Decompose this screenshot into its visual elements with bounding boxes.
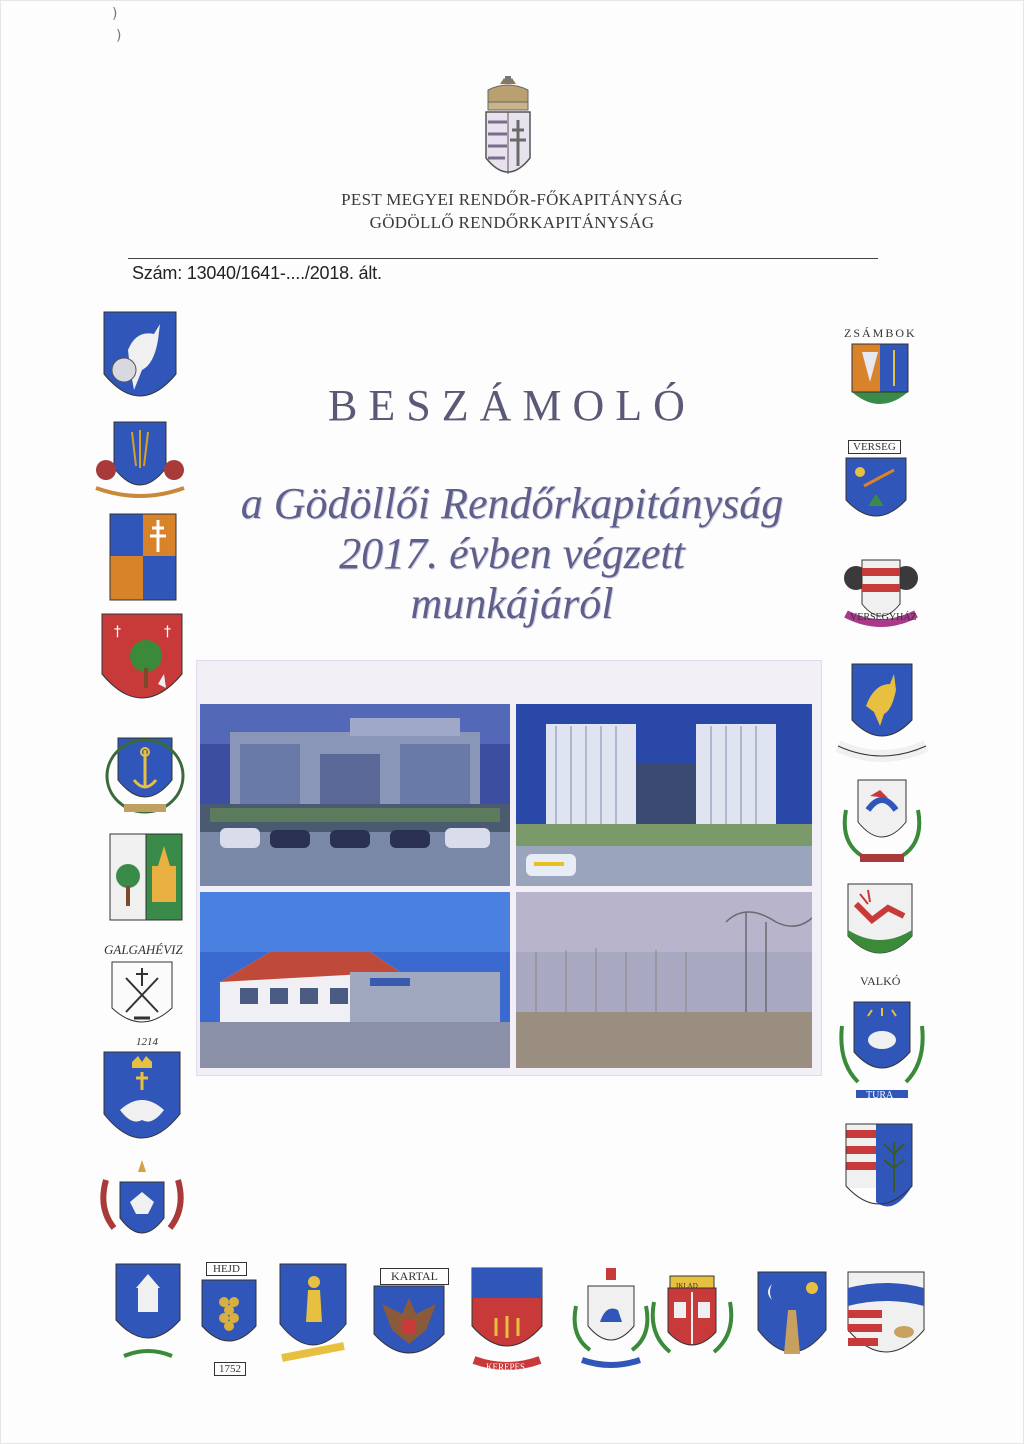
stripes-lamb-crest-icon <box>846 1270 926 1370</box>
horse-crest-icon <box>834 660 930 768</box>
org-line-county: PEST MEGYEI RENDŐR-FŐKAPITÁNYSÁG <box>341 190 683 209</box>
svg-text:†: † <box>164 624 171 640</box>
scan-mark: ) <box>116 28 122 44</box>
church-tree-crest-icon <box>108 832 184 922</box>
wheat-grapes-crest-icon <box>94 418 186 504</box>
deer-crest-icon <box>840 880 920 974</box>
org-line-local: GÖDÖLLŐ RENDŐRKAPITÁNYSÁG <box>369 213 655 232</box>
galgaheviz-crest-icon <box>104 958 180 1036</box>
tree-rabbit-crest-icon <box>100 612 184 716</box>
photo-border-fence <box>516 892 812 1068</box>
unicorn-crest-icon <box>102 310 178 412</box>
eagle-crest-icon <box>96 1158 188 1254</box>
chapel-crest-icon <box>114 1262 182 1362</box>
hungary-coat-of-arms-icon <box>478 76 538 188</box>
moon-sun-crest-icon <box>756 1270 828 1374</box>
crest-label-kerepes: KEREPES <box>486 1362 526 1372</box>
svg-text:†: † <box>114 624 121 640</box>
anchor-crest-icon <box>104 732 186 816</box>
verseg-crest-icon <box>844 456 908 528</box>
subtitle-line-1: a Gödöllői Rendőrkapitányság <box>240 479 784 528</box>
crest-label-verseg: VERSEG <box>848 440 901 454</box>
crest-label-zsambok: ZSÁMBOK <box>844 326 917 340</box>
header-divider <box>128 258 878 259</box>
lamb-crest-icon <box>838 998 926 1102</box>
crest-label-tura: TURA <box>866 1090 894 1101</box>
photo-police-building-modern <box>516 704 812 886</box>
quartered-crest-icon <box>108 512 178 604</box>
scan-mark: ) <box>112 6 118 22</box>
tree-stripes-crest-icon <box>844 1122 914 1218</box>
reference-number: Szám: 13040/1641-..../2018. ált. <box>132 263 382 283</box>
hussar-crest-icon <box>278 1262 348 1372</box>
crest-label-versegyhaz: VERSEGYHÁZ <box>850 612 917 623</box>
iklad-crest-icon <box>648 1262 736 1370</box>
rooster-crest-icon <box>570 1266 652 1372</box>
crest-label-iklad: IKLAD <box>676 1282 698 1290</box>
crest-label-year-1752: 1752 <box>214 1362 246 1376</box>
photo-police-hq-front <box>200 704 510 886</box>
subtitle-line-3: munkájáról <box>410 579 614 628</box>
zsambok-crest-icon <box>850 342 910 414</box>
grapes-crest-icon <box>200 1278 258 1362</box>
crest-label-hejd: HEJD <box>206 1262 247 1276</box>
pecsel-crest-icon <box>840 770 924 866</box>
photo-police-station-white <box>200 892 510 1068</box>
kerepes-crest-icon <box>470 1266 544 1374</box>
subtitle-line-2: 2017. évben végzett <box>339 529 685 578</box>
pelican-crest-icon <box>102 1050 182 1156</box>
crest-label-year-1214: 1214 <box>136 1036 158 1048</box>
document-title: BESZÁMOLÓ <box>328 381 696 430</box>
crest-label-kartal: KARTAL <box>380 1268 449 1285</box>
kartal-eagle-crest-icon <box>372 1284 446 1370</box>
crest-label-galgaheviz: GALGAHÉVIZ <box>104 942 183 957</box>
crest-label-valko: VALKÓ <box>860 974 901 988</box>
